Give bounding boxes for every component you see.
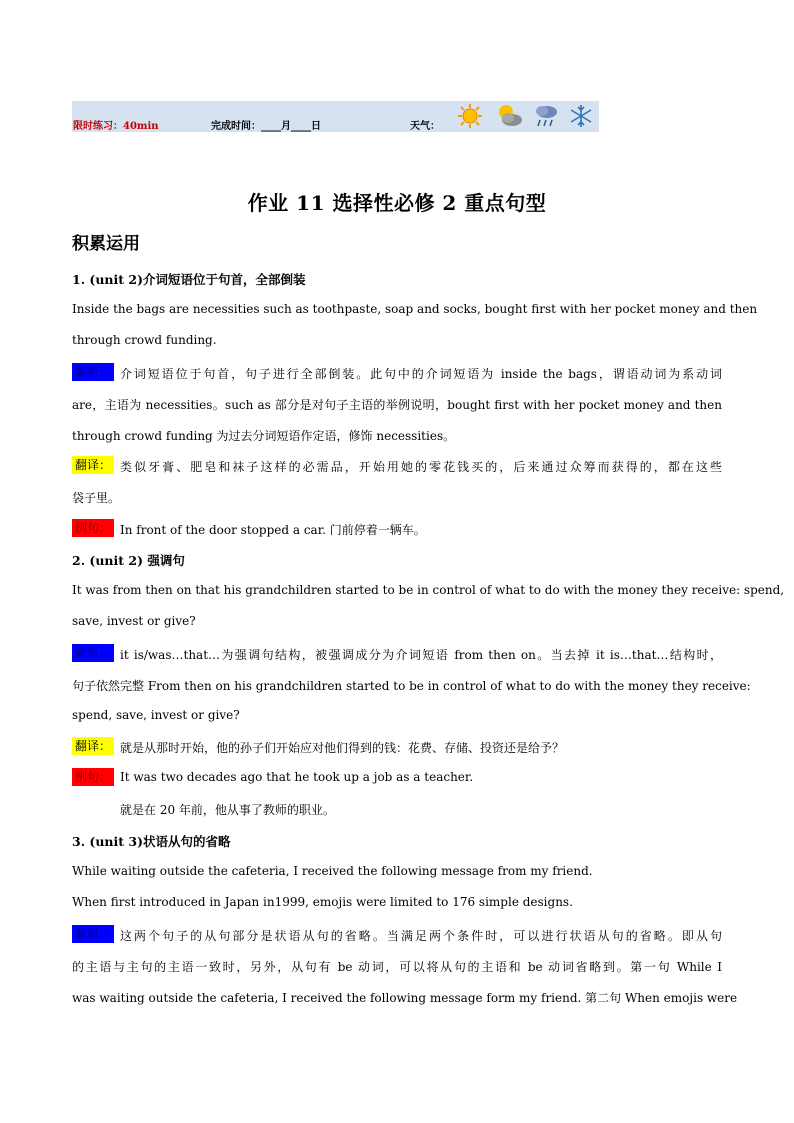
- translation-label: 翻译：: [72, 737, 114, 755]
- q2-example-translation: 就是在 20 年前，他从事了教师的职业。: [120, 803, 335, 817]
- q2-example: It was two decades ago that he took up a job as a teacher.: [120, 770, 474, 784]
- q2-sentence-line: save, invest or give?: [72, 614, 196, 628]
- analysis-label: 解析：: [72, 363, 114, 381]
- time-limit-label: 限时练习：40min: [73, 121, 159, 132]
- q3-sentence-line: While waiting outside the cafeteria, I received the following message from my friend.: [72, 864, 593, 878]
- weather-label: 天气：: [410, 121, 440, 132]
- question-3-heading: 3. (unit 3)状语从句的省略: [72, 834, 231, 849]
- q1-translation-line: 类似牙膏、肥皂和袜子这样的必需品，开始用她的零花钱买的，后来通过众筹而获得的，都在这些: [120, 460, 722, 474]
- q1-example: In front of the door stopped a car. 门前停着一辆车。: [120, 523, 426, 537]
- question-2-heading: 2. (unit 2) 强调句: [72, 553, 185, 568]
- page-title: 作业 11 选择性必修 2 重点句型: [247, 191, 547, 215]
- q1-analysis-line: through crowd funding 为过去分词短语作定语，修饰 necessities。: [72, 429, 456, 443]
- q1-translation-line: 袋子里。: [72, 491, 121, 505]
- analysis-label: 解析：: [72, 925, 114, 943]
- q3-sentence-line: When first introduced in Japan in1999, emojis were limited to 176 simple designs.: [72, 895, 573, 909]
- q1-sentence-line: Inside the bags are necessities such as toothpaste, soap and socks, bought first with her pocket money and then: [72, 302, 758, 316]
- partly-cloudy-icon: [495, 102, 523, 130]
- rain-cloud-icon: [532, 102, 560, 130]
- q3-analysis-line: was waiting outside the cafeteria, I received the following message form my friend. 第二句 When emojis were: [72, 991, 738, 1005]
- section-heading: 积累运用: [72, 234, 140, 254]
- q2-translation: 就是从那时开始，他的孙子们开始应对他们得到的钱：花费、存储、投资还是给予？: [120, 741, 565, 755]
- question-1-heading: 1. (unit 2)介词短语位于句首，全部倒装: [72, 272, 306, 287]
- sun-icon: [456, 102, 484, 130]
- q2-analysis-line: 句子依然完整 From then on his grandchildren started to be in control of what to do with the money they receive:: [72, 679, 751, 693]
- example-label: 例句：: [72, 519, 114, 537]
- analysis-label: 解析：: [72, 644, 114, 662]
- example-label: 例句：: [72, 768, 114, 786]
- q1-analysis-line: 介词短语位于句首，句子进行全部倒装。此句中的介词短语为 inside the bags，谓语动词为系动词: [120, 367, 722, 381]
- q2-analysis-line: spend, save, invest or give?: [72, 708, 240, 722]
- snowflake-icon: [567, 102, 595, 130]
- q1-analysis-line: are，主语为 necessities。such as 部分是对句子主语的举例说明，bought first with her pocket money and then: [72, 398, 722, 412]
- completion-time-label: 完成时间：____月____日: [211, 121, 321, 132]
- q1-sentence-line: through crowd funding.: [72, 333, 217, 347]
- q3-analysis-line: 的主语与主句的主语一致时，另外，从句有 be 动词，可以将从句的主语和 be 动词省略到。第一句 While I: [72, 960, 722, 974]
- translation-label: 翻译：: [72, 456, 114, 474]
- q3-analysis-line: 这两个句子的从句部分是状语从句的省略。当满足两个条件时，可以进行状语从句的省略。即从句: [120, 929, 722, 943]
- q2-analysis-line: it is/was…that…为强调句结构，被强调成分为介词短语 from then on。当去掉 it is…that…结构时，: [120, 648, 722, 662]
- q2-sentence-line: It was from then on that his grandchildren started to be in control of what to do with the money they receive: spend,: [72, 583, 785, 597]
